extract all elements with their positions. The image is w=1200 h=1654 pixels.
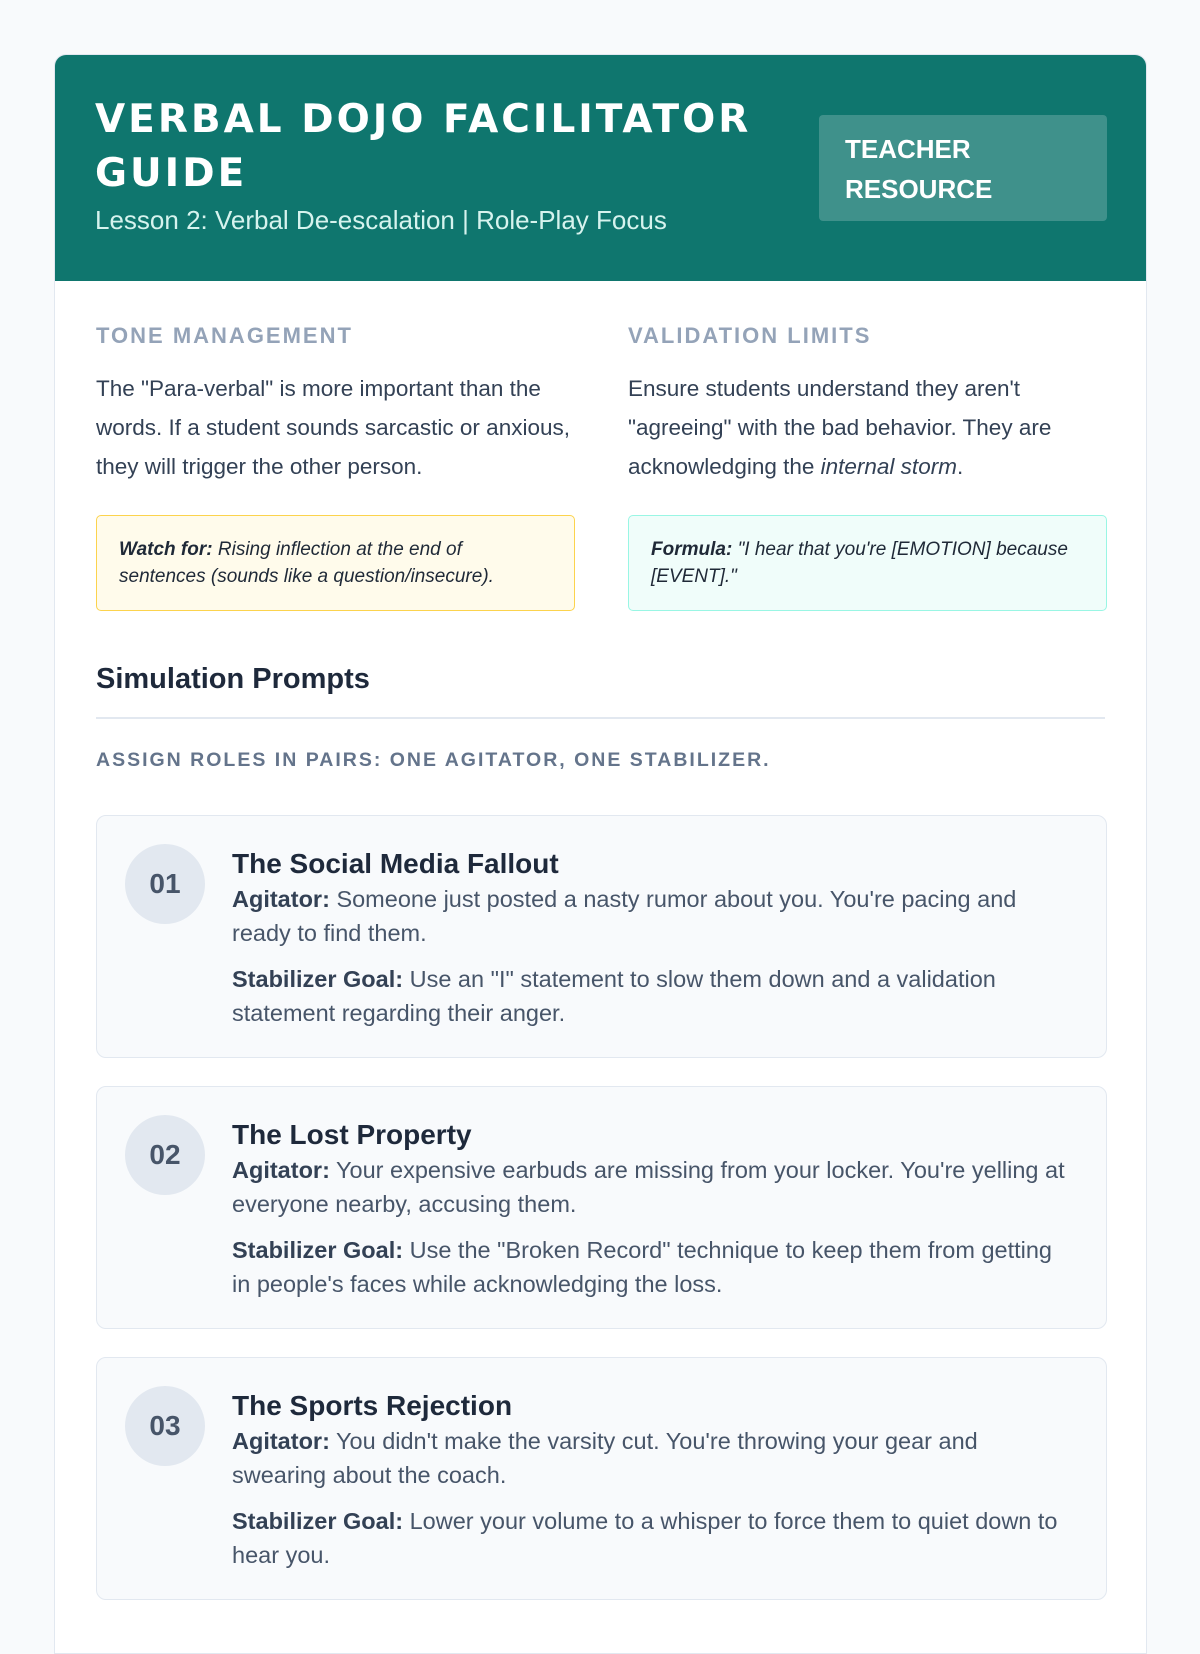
agitator-text: Your expensive earbuds are missing from your locker. You're yelling at everyone nearby, accusing them. xyxy=(232,1157,1065,1217)
prompt-number-badge: 02 xyxy=(125,1115,205,1195)
agitator-text: Someone just posted a nasty rumor about you. You're pacing and ready to find them. xyxy=(232,886,1017,946)
agitator-label: Agitator: xyxy=(232,1428,330,1454)
agitator-label: Agitator: xyxy=(232,886,330,912)
prompt-number-badge: 03 xyxy=(125,1386,205,1466)
agitator-text: You didn't make the varsity cut. You're throwing your gear and swearing about the coach. xyxy=(232,1428,978,1488)
teacher-resource-badge: TEACHER RESOURCE xyxy=(819,115,1107,221)
role-assignment-instruction: ASSIGN ROLES IN PAIRS: ONE AGITATOR, ONE STABILIZER. xyxy=(96,749,771,771)
agitator-label: Agitator: xyxy=(232,1157,330,1183)
stabilizer-goal xyxy=(232,1233,1076,1301)
stabilizer-label: Stabilizer Goal: xyxy=(232,1237,404,1263)
page-title: VERBAL DOJO FACILITATOR GUIDE xyxy=(95,97,752,196)
agitator-description xyxy=(232,1153,1076,1221)
validation-body-end: . xyxy=(956,454,964,479)
stabilizer-goal xyxy=(232,1504,1076,1572)
simulation-prompts-section xyxy=(55,661,1146,1600)
tone-management-body: The "Para-verbal" is more important than the words. If a student sounds sarcastic or anxious, they will trigger the other person. xyxy=(96,376,570,479)
validation-body-text: Ensure students understand they aren't "agreeing" with the bad behavior. They are acknowledging the xyxy=(628,376,1052,479)
simulation-prompts-title: Simulation Prompts xyxy=(96,661,1105,719)
tone-management-heading: TONE MANAGEMENT xyxy=(96,323,353,348)
facilitator-guide-page xyxy=(54,54,1147,1654)
prompt-title: The Social Media Fallout xyxy=(232,848,559,879)
agitator-description xyxy=(232,1424,1076,1492)
stabilizer-label: Stabilizer Goal: xyxy=(232,1508,404,1534)
stabilizer-text: Use the "Broken Record" technique to keep them from getting in people's faces while acknowledging the loss. xyxy=(232,1237,1053,1297)
stabilizer-label: Stabilizer Goal: xyxy=(232,966,404,992)
watch-for-label: Watch for: xyxy=(119,539,213,560)
prompt-list xyxy=(96,815,1105,1600)
lesson-subtitle: Lesson 2: Verbal De-escalation | Role-Play Focus xyxy=(95,205,667,235)
watch-for-callout xyxy=(96,515,575,611)
guide-header xyxy=(55,55,1146,281)
stabilizer-text: Use an "I" statement to slow them down and a validation statement regarding their anger. xyxy=(232,966,996,1026)
prompt-number-badge: 01 xyxy=(125,844,205,924)
prompt-title: The Lost Property xyxy=(232,1119,472,1150)
agitator-description xyxy=(232,882,1076,950)
formula-label: Formula: xyxy=(651,539,733,560)
validation-limits-heading: VALIDATION LIMITS xyxy=(628,323,872,348)
tone-management-column xyxy=(96,321,575,486)
prompt-card xyxy=(96,1086,1107,1329)
validation-limits-column xyxy=(628,321,1107,486)
validation-body-emphasis: internal storm xyxy=(820,454,957,479)
formula-text: "I hear that you're [EMOTION] because [EVENT]." xyxy=(651,539,1068,587)
validation-limits-body xyxy=(628,369,1107,486)
stabilizer-goal xyxy=(232,962,1076,1030)
prompt-card xyxy=(96,1357,1107,1600)
guidance-columns xyxy=(55,281,1146,661)
stabilizer-text: Lower your volume to a whisper to force them to quiet down to hear you. xyxy=(232,1508,1058,1568)
prompt-card xyxy=(96,815,1107,1058)
prompt-title: The Sports Rejection xyxy=(232,1390,513,1421)
watch-for-text: Rising inflection at the end of sentences (sounds like a question/insecure). xyxy=(119,539,494,587)
formula-callout xyxy=(628,515,1107,611)
